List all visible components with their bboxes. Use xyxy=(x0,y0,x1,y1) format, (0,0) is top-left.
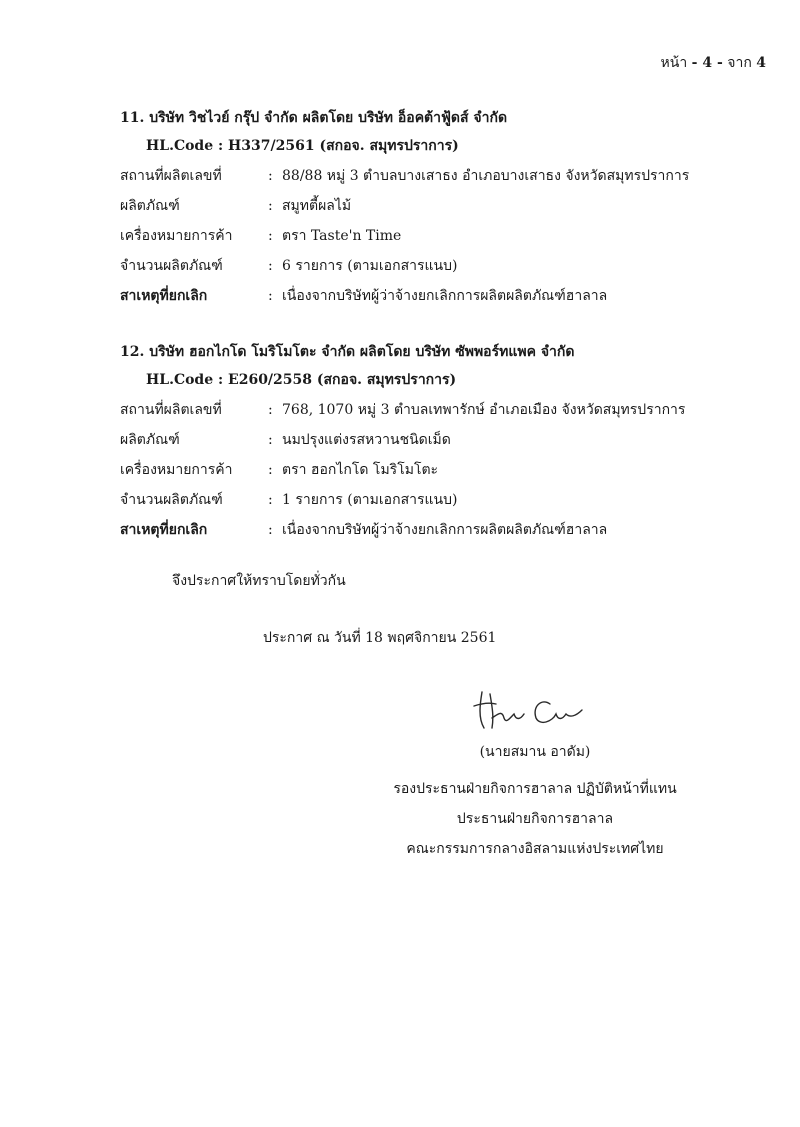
detail-row xyxy=(120,395,760,425)
row-colon: : xyxy=(268,168,273,184)
row-label: สถานที่ผลิตเลขที่ xyxy=(120,168,222,184)
row-value: 6 รายการ (ตามเอกสารแนบ) xyxy=(282,258,458,274)
row-colon: : xyxy=(268,432,273,448)
row-value: 768, 1070 หมู่ 3 ตำบลเทพารักษ์ อำเภอเมือง จังหวัดสมุทรปราการ xyxy=(282,402,686,418)
signer-organization: คณะกรรมการกลางอิสลามแห่งประเทศไทย xyxy=(406,841,664,857)
company-section-11 xyxy=(120,107,760,311)
row-colon: : xyxy=(268,402,273,418)
row-value: นมปรุงแต่งรสหวานชนิดเม็ด xyxy=(282,432,451,448)
row-label: ผลิตภัณฑ์ xyxy=(120,198,180,214)
row-label: ผลิตภัณฑ์ xyxy=(120,432,180,448)
page-number xyxy=(661,52,766,74)
row-label: เครื่องหมายการค้า xyxy=(120,228,233,244)
signer-title: รองประธานฝ่ายกิจการฮาลาล ปฏิบัติหน้าที่แทน xyxy=(393,781,677,797)
detail-row xyxy=(120,251,760,281)
row-colon: : xyxy=(268,228,273,244)
row-colon: : xyxy=(268,288,273,304)
row-label: เครื่องหมายการค้า xyxy=(120,462,233,478)
page-current: - 4 - xyxy=(691,55,723,71)
detail-row xyxy=(120,455,760,485)
signer-title-department: ประธานฝ่ายกิจการฮาลาล xyxy=(456,811,614,827)
detail-row xyxy=(120,515,760,545)
announcement-text: จึงประกาศให้ทราบโดยทั่วกัน xyxy=(172,573,346,589)
detail-row xyxy=(120,281,760,311)
detail-row xyxy=(120,161,760,191)
row-colon: : xyxy=(268,258,273,274)
row-label: สาเหตุที่ยกเลิก xyxy=(120,288,208,304)
handwritten-signature xyxy=(470,684,600,734)
row-colon: : xyxy=(268,522,273,538)
announcement-date: ประกาศ ณ วันที่ 18 พฤศจิกายน 2561 xyxy=(263,630,497,646)
row-label: จำนวนผลิตภัณฑ์ xyxy=(120,258,223,274)
row-value: สมูทตี้ผลไม้ xyxy=(282,198,352,214)
company-heading: 11. บริษัท วิชไวย์ กรุ๊ป จำกัด ผลิตโดย บริษัท อ็อคต้าฟู้ดส์ จำกัด xyxy=(120,110,508,126)
detail-rows xyxy=(120,395,760,545)
page-total: 4 xyxy=(756,55,766,71)
row-value: เนื่องจากบริษัทผู้ว่าจ้างยกเลิกการผลิตผลิตภัณฑ์ฮาลาล xyxy=(282,522,608,538)
company-section-12 xyxy=(120,341,760,545)
detail-rows xyxy=(120,161,760,311)
company-heading: 12. บริษัท ฮอกไกโด โมริโมโตะ จำกัด ผลิตโดย บริษัท ซัพพอร์ทแพค จำกัด xyxy=(120,344,575,360)
row-value: 88/88 หมู่ 3 ตำบลบางเสาธง อำเภอบางเสาธง จังหวัดสมุทรปราการ xyxy=(282,168,690,184)
row-colon: : xyxy=(268,198,273,214)
hl-code: HL.Code : E260/2558 (สกอจ. สมุทรปราการ) xyxy=(146,372,457,388)
row-colon: : xyxy=(268,492,273,508)
row-colon: : xyxy=(268,462,273,478)
detail-row xyxy=(120,425,760,455)
row-label: สาเหตุที่ยกเลิก xyxy=(120,522,208,538)
hl-code: HL.Code : H337/2561 (สกอจ. สมุทรปราการ) xyxy=(146,138,459,154)
row-label: สถานที่ผลิตเลขที่ xyxy=(120,402,222,418)
row-value: 1 รายการ (ตามเอกสารแนบ) xyxy=(282,492,458,508)
row-label: จำนวนผลิตภัณฑ์ xyxy=(120,492,223,508)
detail-row xyxy=(120,485,760,515)
row-value: ตรา ฮอกไกโด โมริโมโตะ xyxy=(282,462,439,478)
signer-name: (นายสมาน อาดัม) xyxy=(479,744,591,760)
detail-row xyxy=(120,221,760,251)
row-value: เนื่องจากบริษัทผู้ว่าจ้างยกเลิกการผลิตผลิตภัณฑ์ฮาลาล xyxy=(282,288,608,304)
row-value: ตรา Taste'n Time xyxy=(282,228,402,244)
page-of: จาก xyxy=(727,55,752,71)
page-prefix: หน้า xyxy=(660,55,688,71)
detail-row xyxy=(120,191,760,221)
